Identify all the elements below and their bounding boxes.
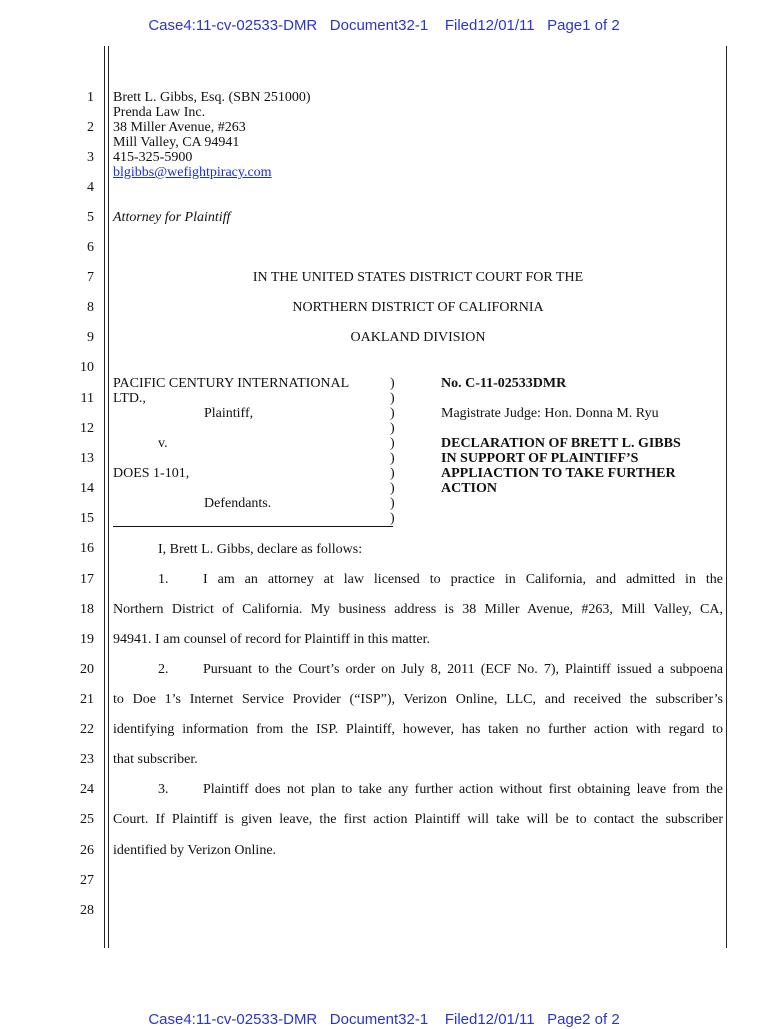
caption-paren: ) [390,436,395,451]
line-number: 20 [80,662,94,677]
line-number: 9 [87,330,94,345]
caption-paren: ) [390,376,395,391]
defendant-label: Defendants. [204,496,272,511]
line-number: 19 [80,632,94,647]
line-number: 5 [87,210,94,225]
paragraph-text: Northern District of California. My business address is 38 Miller Avenue, #263, Mill Valley, CA, [113,602,723,617]
caption-paren: ) [390,421,395,436]
plaintiff-name: LTD., [113,391,146,406]
plaintiff-label: Plaintiff, [204,406,254,421]
paragraph-number: 2. [158,662,169,677]
ecf-header: Case4:11-cv-02533-DMR Document32-1 Filed12/01/11 Page1 of 2 [148,17,620,34]
attorney-email-link[interactable]: blgibbs@wefightpiracy.com [113,165,272,180]
line-number: 12 [80,421,94,436]
line-number: 11 [80,391,94,406]
line-number: 8 [87,300,94,315]
line-number: 13 [80,451,94,466]
paragraph-number: 1. [158,572,169,587]
plaintiff-name: PACIFIC CENTURY INTERNATIONAL [113,376,350,391]
document-title: APPLIACTION TO TAKE FURTHER [441,466,676,481]
defendant-name: DOES 1-101, [113,466,190,481]
left-margin-rule [104,46,105,948]
court-division: OAKLAND DIVISION [350,330,486,345]
line-number: 16 [80,541,94,556]
caption-paren: ) [390,466,395,481]
ecf-header: Case4:11-cv-02533-DMR Document32-1 Filed12/01/11 Page2 of 2 [148,1011,620,1028]
attorney-name: Brett L. Gibbs, Esq. (SBN 251000) [113,90,311,105]
line-number: 24 [80,782,94,797]
line-number: 14 [80,481,94,496]
paragraph-text: Pursuant to the Court’s order on July 8, 2011 (ECF No. 7), Plaintiff issued a subpoena [203,662,723,677]
paragraph-text: identified by Verizon Online. [113,843,277,858]
magistrate-judge: Magistrate Judge: Hon. Donna M. Ryu [441,406,659,421]
caption-paren: ) [390,511,395,526]
line-number: 6 [87,240,94,255]
document-title: ACTION [441,481,498,496]
line-number: 25 [80,812,94,827]
case-number: No. C-11-02533DMR [441,376,567,391]
caption-paren: ) [390,451,395,466]
caption-paren: ) [390,391,395,406]
attorney-city: Mill Valley, CA 94941 [113,135,240,150]
paragraph-text: I am an attorney at law licensed to practice in California, and admitted in the [203,572,723,587]
line-number: 15 [80,511,94,526]
attorney-street: 38 Miller Avenue, #263 [113,120,246,135]
attorney-firm: Prenda Law Inc. [113,105,206,120]
paragraph-number: 3. [158,782,169,797]
caption-paren: ) [390,496,395,511]
line-number: 1 [87,90,94,105]
paragraph-text: identifying information from the ISP. Plaintiff, however, has taken no further action with regard to [113,722,723,737]
left-margin-rule [108,46,109,948]
paragraph-text: 94941. I am counsel of record for Plaintiff in this matter. [113,632,431,647]
line-number: 26 [80,843,94,858]
line-number: 3 [87,150,94,165]
court-district: NORTHERN DISTRICT OF CALIFORNIA [292,300,544,315]
versus: v. [158,436,168,451]
attorney-phone: 415-325-5900 [113,150,193,165]
line-number: 18 [80,602,94,617]
line-number: 27 [80,873,94,888]
line-number: 2 [87,120,94,135]
caption-paren: ) [390,481,395,496]
document-title: IN SUPPORT OF PLAINTIFF’S [441,451,639,466]
paragraph-text: that subscriber. [113,752,198,767]
line-number: 23 [80,752,94,767]
line-number: 28 [80,903,94,918]
paragraph-text: to Doe 1’s Internet Service Provider (“ISP”), Verizon Online, LLC, and received the subscriber’s [113,692,723,707]
caption-rule [113,526,393,527]
paragraph-text: Court. If Plaintiff is given leave, the first action Plaintiff will take will be to contact the subscriber [113,812,723,827]
attorney-role: Attorney for Plaintiff [113,210,231,225]
line-number: 10 [80,360,94,375]
right-margin-rule [726,46,727,948]
declaration-intro: I, Brett L. Gibbs, declare as follows: [158,542,363,557]
document-title: DECLARATION OF BRETT L. GIBBS [441,436,681,451]
court-heading: IN THE UNITED STATES DISTRICT COURT FOR THE [252,270,584,285]
line-number: 7 [87,270,94,285]
line-number: 17 [80,572,94,587]
line-number: 22 [80,722,94,737]
caption-paren: ) [390,406,395,421]
paragraph-text: Plaintiff does not plan to take any further action without first obtaining leave from the [203,782,723,797]
line-number: 4 [87,180,94,195]
line-number: 21 [80,692,94,707]
